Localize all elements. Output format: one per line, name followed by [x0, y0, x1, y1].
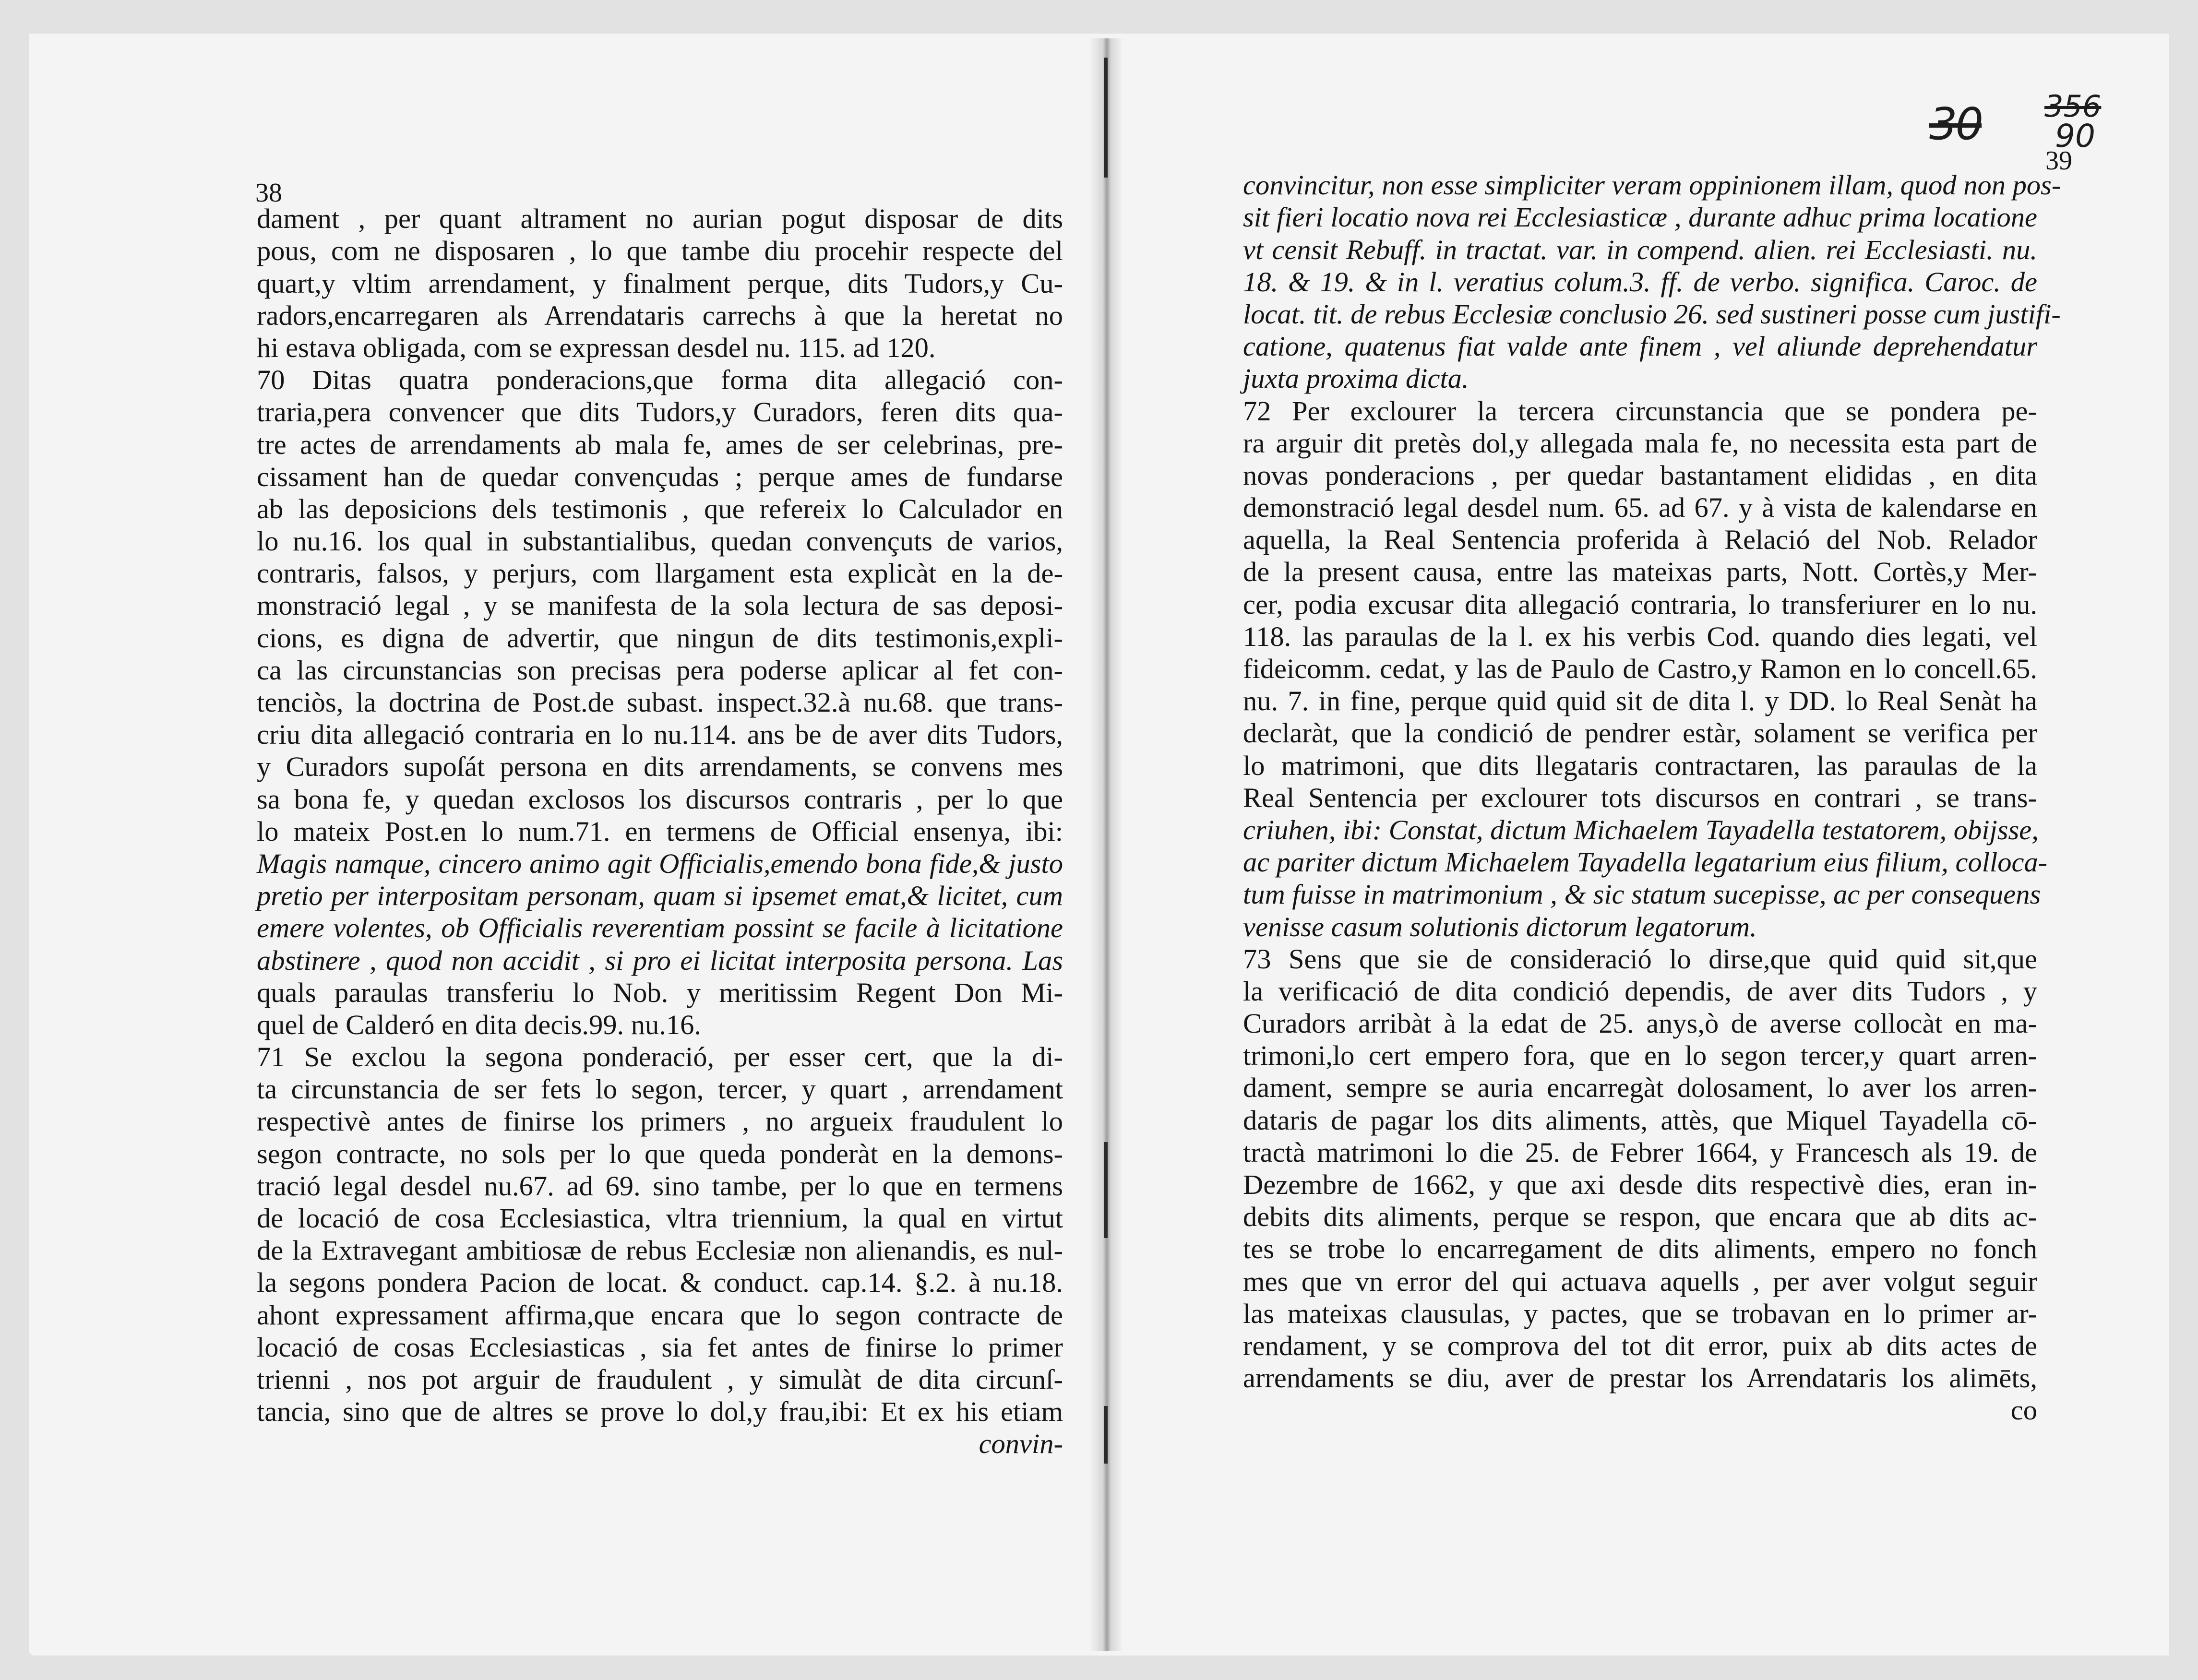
left-page-text	[257, 170, 1063, 1460]
text-line: quart,y vltim arrendament, y finalment perque, dits Tudors,y Cu-	[257, 267, 1063, 299]
text-line: rendament, y se comprova del tot dit error, puix ab dits actes de	[1243, 1330, 2037, 1361]
text-line: 18. & 19. & in l. veratius colum.3. ff. de verbo. significa. Caroc. de	[1243, 266, 2037, 298]
text-line: de locació de cosa Ecclesiastica, vltra triennium, la qual en virtut	[257, 1203, 1063, 1234]
text-line: mes que vn error del qui actuava aquells , per aver volgut seguir	[1243, 1265, 2037, 1297]
text-line: hi estava obligada, com se expressan desdel nu. 115. ad 120.	[257, 332, 936, 363]
text-line: cissament han de quedar convençudas ; perque ames de fundarse	[257, 461, 1063, 492]
text-line: criu dita allegació contraria en lo nu.114. ans be de aver dits Tudors,	[257, 719, 1063, 751]
text-line: traria,pera convencer que dits Tudors,y Curadors, feren dits qua-	[257, 396, 1063, 428]
text-line: criuhen, ibi: Constat, dictum Michaelem Tayadella testatorem, obijsse,	[1243, 814, 2039, 846]
text-line: fideicomm. cedat, y las de Paulo de Castro,y Ramon en lo concell.65.	[1243, 653, 2037, 684]
text-line: de la Extravegant ambitiosæ de rebus Ecclesiæ non alienandis, es nul-	[257, 1235, 1063, 1266]
handwritten-number: 30	[1929, 98, 1982, 150]
text-line: arrendaments se diu, aver de prestar los Arrendataris los alimēts,	[1243, 1362, 2037, 1394]
text-line: contraris, falsos, y perjurs, com llargament esta explicàt en la de-	[257, 558, 1063, 589]
text-line: pretio per interpositam personam, quam si ipsemet emat,& licitet, cum	[257, 880, 1063, 912]
text-line: pous, com ne disposaren , lo que tambe diu procehir respecte del	[257, 235, 1063, 267]
text-line: tració legal desdel nu.67. ad 69. sino tambe, per lo que en termens	[257, 1170, 1063, 1202]
text-line: monstració legal , y se manifesta de la sola lectura de sas deposi-	[257, 590, 1063, 621]
catchword: co	[2010, 1394, 2037, 1426]
text-line: dament , per quant altrament no aurian pogut disposar de dits	[257, 203, 1063, 235]
text-line: juxta proxima dicta.	[1243, 363, 1469, 394]
text-line: ta circunstancia de ser fets lo segon, tercer, y quart , arrendament	[257, 1073, 1063, 1105]
text-line: tes se trobe lo encarregament de dits aliments, empero no fonch	[1243, 1233, 2037, 1265]
text-line: convincitur, non esse simpliciter veram oppinionem illam, quod non pos-	[1243, 169, 2061, 201]
text-line: cions, es digna de advertir, que ningun de dits testimonis,expli-	[257, 622, 1063, 654]
text-line: Magis namque, cincero animo agit Officialis,emendo bona fide,& justo	[257, 847, 1063, 879]
text-line: ahont expressament affirma,que encara que lo segon contracte de	[257, 1299, 1063, 1331]
text-line: sit fieri locatio nova rei Ecclesiasticæ , durante adhuc prima locatione	[1243, 202, 2037, 233]
text-line: radors,encarregaren als Arrendataris carrechs à que la heretat no	[257, 299, 1063, 331]
catchword: convin-	[979, 1428, 1063, 1460]
text-line: emere volentes, ob Officialis reverentiam possint se facile à licitatione	[257, 912, 1063, 944]
text-line: locació de cosas Ecclesiasticas , sia fet antes de finirse lo primer	[257, 1331, 1063, 1363]
text-line: Dezembre de 1662, y que axi desde dits respectivè dies, eran in-	[1243, 1169, 2037, 1200]
text-line: 73 Sens que sie de consideració lo dirse,que quid quid sit,que	[1243, 943, 2037, 975]
text-line: Real Sentencia per exclourer tots discursos en contrari , se trans-	[1243, 782, 2037, 813]
text-line: ab las deposicions dels testimonis , que refereix lo Calculador en	[257, 493, 1063, 524]
spine-edge	[1104, 58, 1108, 178]
text-line: trimoni,lo cert empero fora, que en lo segon tercer,y quart arren-	[1243, 1040, 2037, 1072]
left-page	[29, 34, 1104, 1656]
text-line: tre actes de arrendaments ab mala fe, ames de ser celebrinas, pre-	[257, 429, 1063, 460]
text-line: quals paraulas transferiu lo Nob. y meritissim Regent Don Mi-	[257, 977, 1063, 1008]
text-line: lo mateix Post.en lo num.71. en termens de Official ensenya, ibi:	[257, 815, 1063, 847]
text-line: dataris de pagar los dits aliments, attès, que Miquel Tayadella cō-	[1243, 1104, 2037, 1136]
text-line: la verificació de dita condició dependis, de aver dits Tudors , y	[1243, 975, 2037, 1007]
text-line: sa bona fe, y quedan exclosos los discursos contraris , per lo que	[257, 783, 1063, 815]
handwritten-number: 90	[2055, 118, 2095, 155]
text-line: 118. las paraulas de la l. ex his verbis Cod. quando dies legati, vel	[1243, 620, 2037, 652]
right-page	[1104, 34, 2169, 1656]
text-line: aquella, la Real Sentencia proferida à Relació del Nob. Relador	[1243, 524, 2037, 556]
text-line: las mateixas clausulas, y pactes, que se trobavan en lo primer ar-	[1243, 1298, 2037, 1329]
text-line: dament, sempre se auria encarregàt dolosament, lo aver los arren-	[1243, 1072, 2037, 1104]
text-line: tum fuisse in matrimonium , & sic statum sucepisse, ac per consequens	[1243, 879, 2041, 910]
text-line: lo matrimoni, que dits llegataris contractaren, las paraulas de la	[1243, 750, 2037, 781]
text-line: 71 Se exclou la segona ponderació, per esser cert, que la di-	[257, 1041, 1063, 1073]
page-number-left: 38	[255, 178, 282, 208]
text-line: vt censit Rebuff. in tractat. var. in compend. alien. rei Ecclesiasti. nu.	[1243, 234, 2037, 265]
text-line: de la present causa, entre las mateixas parts, Nott. Cortès,y Mer-	[1243, 556, 2037, 588]
text-line: abstinere , quod non accidit , si pro ei licitat interposita persona. Las	[257, 944, 1063, 976]
text-line: 72 Per exclourer la tercera circunstancia que se pondera pe-	[1243, 395, 2037, 427]
text-line: catione, quatenus fiat valde ante finem , vel aliunde deprehendatur	[1243, 331, 2037, 362]
text-line: segon contracte, no sols per lo que queda ponderàt en la demons-	[257, 1138, 1063, 1169]
text-line: trienni , nos pot arguir de fraudulent , y simulàt de dita circunſ-	[257, 1363, 1063, 1395]
text-line: lo nu.16. los qual in substantialibus, quedan convençuts de varios,	[257, 525, 1063, 557]
text-line: locat. tit. de rebus Ecclesiæ conclusio 26. sed sustineri posse cum justifi-	[1243, 298, 2061, 330]
text-line: venisse casum solutionis dictorum legatorum.	[1243, 911, 1757, 942]
spine-edge	[1104, 1142, 1108, 1238]
text-line: tractà matrimoni lo die 25. de Febrer 1664, y Francesch als 19. de	[1243, 1136, 2037, 1168]
text-line: quel de Calderó en dita decis.99. nu.16.	[257, 1009, 702, 1040]
text-line: cer, podia excusar dita allegació contraria, lo transferiurer en lo nu.	[1243, 588, 2037, 620]
text-line: novas ponderacions , per quedar bastantament elididas , en dita	[1243, 459, 2037, 491]
text-line: tancia, sino que de altres se prove lo dol,y frau,ibi: Et ex his etiam	[257, 1396, 1063, 1428]
text-line: 70 Ditas quatra ponderacions,que forma dita allegació con-	[257, 364, 1063, 396]
spine-edge	[1104, 1406, 1108, 1464]
text-line: demonstració legal desdel num. 65. ad 67. y à vista de kalendarse en	[1243, 492, 2037, 524]
text-line: ra arguir dit pretès dol,y allegada mala fe, no necessita esta part de	[1243, 427, 2037, 459]
text-line: ca las circunstancias son precisas pera poderse aplicar al fet con-	[257, 654, 1063, 686]
page-number-right: 39	[2045, 146, 2072, 176]
text-line: tenciòs, la doctrina de Post.de subast. inspect.32.à nu.68. que trans-	[257, 687, 1063, 718]
text-line: nu. 7. in fine, perque quid quid sit de dita l. y DD. lo Real Senàt ha	[1243, 685, 2037, 717]
text-line: y Curadors supoſát persona en dits arrendaments, se convens mes	[257, 751, 1063, 783]
text-line: respectivè antes de finirse los primers , no argueix fraudulent lo	[257, 1106, 1063, 1137]
text-line: Curadors arribàt à la edat de 25. anys,ò de averse collocàt en ma-	[1243, 1008, 2037, 1039]
text-line: ac pariter dictum Michaelem Tayadella legatarium eius filium, colloca-	[1243, 846, 2048, 878]
handwritten-number: 356	[2044, 89, 2102, 124]
text-line: la segons pondera Pacion de locat. & conduct. cap.14. §.2. à nu.18.	[257, 1267, 1063, 1299]
text-line: debits dits aliments, perque se respon, que encara que ab dits ac-	[1243, 1201, 2037, 1233]
text-line: declaràt, que la condició de pendrer estàr, solament se verifica per	[1243, 717, 2037, 749]
